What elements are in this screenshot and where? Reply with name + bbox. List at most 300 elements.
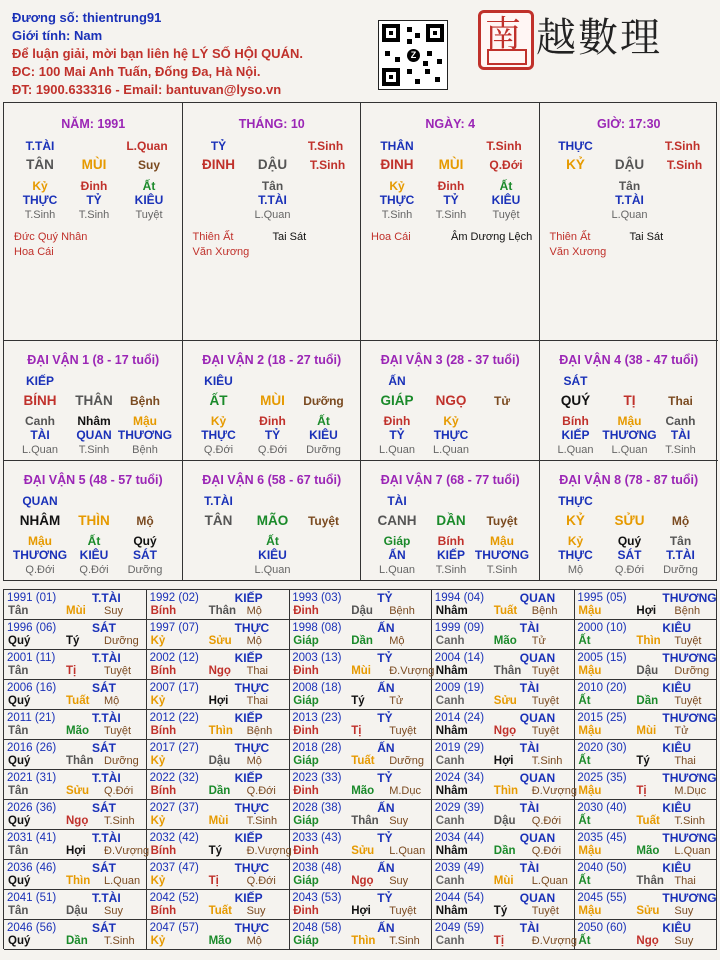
year-phase: M.Dục bbox=[389, 785, 421, 797]
year-label: 2039 (49) bbox=[434, 862, 485, 874]
dai-van-chi: MÙI bbox=[260, 393, 285, 408]
year-can: Mậu bbox=[578, 665, 602, 677]
year-can: Kỷ bbox=[150, 695, 166, 707]
year-label: 2010 (20) bbox=[577, 682, 627, 694]
year-star: ẤN bbox=[377, 681, 395, 695]
dai-van-title: ĐẠI VẬN 1 (8 - 17 tuổi) bbox=[27, 353, 160, 367]
year-chi: Mão bbox=[493, 635, 517, 647]
year-can: Quý bbox=[8, 875, 31, 887]
year-star: T.TÀI bbox=[92, 591, 121, 605]
year-can: Tân bbox=[8, 785, 29, 797]
pillar-title: NĂM: 1991 bbox=[61, 117, 126, 131]
year-can: Canh bbox=[435, 815, 465, 827]
year-cell bbox=[289, 650, 435, 680]
year-star: KIÊU bbox=[662, 801, 692, 815]
year-label: 2004 (14) bbox=[434, 652, 485, 664]
year-star: KIÊU bbox=[662, 861, 692, 875]
year-phase: Q.Đới bbox=[246, 785, 276, 797]
year-star: THƯƠNG bbox=[662, 771, 717, 785]
year-label: 2021 (31) bbox=[7, 772, 57, 784]
year-can: Bính bbox=[150, 725, 177, 737]
year-star: THƯƠNG bbox=[662, 891, 717, 905]
year-label: 1994 (04) bbox=[434, 592, 485, 604]
year-can: Giáp bbox=[293, 635, 319, 647]
dai-van-hidden-star: THỰC bbox=[433, 428, 469, 442]
dai-van-cell bbox=[4, 461, 183, 581]
hidden-phase: T.Sinh bbox=[78, 209, 110, 221]
dai-van-phase: Tuyệt bbox=[486, 514, 518, 528]
year-label: 2045 (55) bbox=[577, 892, 627, 904]
year-can: Đinh bbox=[293, 725, 319, 737]
pillar-heaven-phase: L.Quan bbox=[126, 139, 168, 153]
dai-van-phase: Mộ bbox=[671, 514, 690, 528]
year-star: TỶ bbox=[377, 711, 393, 725]
year-can: Mậu bbox=[578, 725, 602, 737]
hidden-stem: Kỷ bbox=[389, 179, 405, 193]
year-phase: Mộ bbox=[246, 935, 262, 947]
dai-van-hidden-star: THƯƠNG bbox=[602, 428, 657, 442]
year-chi: Sửu bbox=[66, 785, 90, 797]
year-label: 2019 (29) bbox=[434, 742, 485, 754]
year-cell bbox=[4, 710, 147, 740]
year-star: TÀI bbox=[519, 741, 540, 755]
pillar-title: GIỜ: 17:30 bbox=[597, 117, 661, 131]
year-star: QUAN bbox=[519, 831, 556, 845]
spirit-star: Văn Xương bbox=[192, 246, 250, 258]
header-line: Giới tính: Nam bbox=[12, 28, 103, 43]
year-chi: Tý bbox=[636, 755, 650, 767]
dai-van-hidden-stem: Mậu bbox=[28, 534, 52, 548]
pillar-heaven-star: THỰC bbox=[558, 139, 593, 153]
spirit-star: Hoa Cái bbox=[371, 231, 411, 243]
dai-van-chi: NGỌ bbox=[435, 393, 467, 408]
year-cell bbox=[289, 890, 432, 920]
year-can: Canh bbox=[435, 635, 465, 647]
year-label: 2038 (48) bbox=[292, 862, 342, 874]
dai-van-star: KIẾP bbox=[25, 374, 54, 388]
year-can: Canh bbox=[435, 755, 465, 767]
year-label: 2005 (15) bbox=[577, 652, 627, 664]
year-grid bbox=[3, 589, 717, 949]
year-can: Kỷ bbox=[150, 635, 166, 647]
year-can: Quý bbox=[8, 815, 31, 827]
year-chi: Tị bbox=[493, 935, 505, 947]
year-phase: Mộ bbox=[246, 755, 262, 767]
year-star: THỰC bbox=[234, 741, 270, 755]
dai-van-hidden-stem: Nhâm bbox=[77, 414, 111, 428]
year-star: QUAN bbox=[519, 891, 556, 905]
dai-van-hidden-phase: Dưỡng bbox=[306, 444, 341, 456]
year-chi: Hợi bbox=[66, 845, 86, 857]
hidden-phase: Tuyệt bbox=[135, 209, 163, 221]
year-can: Mậu bbox=[578, 845, 602, 857]
hidden-phase: T.Sinh bbox=[435, 209, 467, 221]
year-cell bbox=[289, 710, 432, 740]
year-label: 2000 (10) bbox=[577, 622, 627, 634]
year-phase: T.Sinh bbox=[246, 815, 278, 827]
year-phase: Đ.Vượng bbox=[389, 665, 435, 677]
year-cell bbox=[574, 740, 717, 770]
year-phase: Bệnh bbox=[389, 605, 415, 617]
year-can: Giáp bbox=[293, 755, 319, 767]
year-cell bbox=[574, 920, 717, 950]
dai-van-phase: Thai bbox=[668, 394, 693, 408]
year-phase: Tuyệt bbox=[674, 635, 702, 647]
year-chi: Tý bbox=[208, 845, 223, 857]
dai-van-hidden-star: KIÊU bbox=[79, 548, 109, 562]
year-chi: Tý bbox=[351, 695, 365, 707]
year-label: 2042 (52) bbox=[149, 892, 199, 904]
year-phase: Mộ bbox=[246, 635, 262, 647]
dai-van-cell bbox=[540, 341, 719, 461]
pillar-can: TÂN bbox=[26, 157, 54, 172]
year-cell bbox=[147, 590, 290, 620]
year-chi: Sửu bbox=[493, 695, 517, 707]
year-cell bbox=[432, 890, 575, 920]
spirit-star: Đức Quý Nhân bbox=[14, 231, 88, 243]
dai-van-star: TÀI bbox=[387, 494, 407, 508]
spirit-star: Thiên Ất bbox=[549, 231, 591, 243]
spirit-star: Tai Sát bbox=[629, 231, 664, 243]
dai-van-title: ĐẠI VẬN 6 (58 - 67 tuổi) bbox=[202, 473, 342, 487]
year-label: 2027 (37) bbox=[149, 802, 199, 814]
year-can: Nhâm bbox=[435, 665, 468, 677]
hidden-stem: Tân bbox=[261, 179, 284, 193]
year-phase: L.Quan bbox=[531, 875, 568, 887]
year-chi: Tị bbox=[351, 725, 362, 737]
year-phase: Đ.Vượng bbox=[531, 785, 577, 797]
hidden-stem: Đinh bbox=[80, 179, 108, 193]
year-can: Đinh bbox=[293, 785, 319, 797]
year-chi: Hợi bbox=[493, 755, 514, 767]
dai-van-chi: TỊ bbox=[623, 393, 636, 408]
year-label: 2009 (19) bbox=[434, 682, 485, 694]
dai-van-phase: Dưỡng bbox=[303, 394, 344, 408]
pillar-can: ĐINH bbox=[202, 157, 235, 172]
pillar-heaven-star: TỶ bbox=[210, 139, 227, 153]
year-chi: Tý bbox=[493, 905, 508, 917]
year-chi: Mùi bbox=[66, 605, 86, 617]
year-label: 2002 (12) bbox=[149, 652, 199, 664]
dai-van-hidden-star: TÀI bbox=[670, 428, 691, 442]
year-star: THỰC bbox=[234, 621, 270, 635]
pillar-chi: DẬU bbox=[257, 157, 288, 172]
year-label: 2012 (22) bbox=[149, 712, 199, 724]
year-chi: Dậu bbox=[351, 605, 373, 617]
year-star: T.TÀI bbox=[92, 831, 121, 845]
year-phase: Bệnh bbox=[674, 605, 701, 617]
year-star: T.TÀI bbox=[92, 891, 121, 905]
year-cell bbox=[4, 650, 147, 680]
year-chi: Thân bbox=[208, 605, 237, 617]
year-chi: Mùi bbox=[636, 725, 657, 737]
year-cell bbox=[289, 920, 432, 950]
dai-van-cell bbox=[183, 341, 362, 461]
dai-van-star: ẤN bbox=[388, 374, 406, 388]
year-star: THƯƠNG bbox=[662, 711, 717, 725]
year-star: THỰC bbox=[234, 861, 270, 875]
year-phase: Bệnh bbox=[531, 605, 558, 617]
pillar-cell bbox=[361, 103, 540, 341]
year-label: 2040 (50) bbox=[577, 862, 627, 874]
year-can: Giáp bbox=[293, 695, 319, 707]
dai-van-hidden-star: SÁT bbox=[617, 548, 642, 562]
year-phase: Tử bbox=[674, 725, 689, 737]
pillar-cell bbox=[540, 103, 719, 341]
dai-van-cell bbox=[4, 341, 183, 461]
year-chi: Thìn bbox=[351, 935, 376, 947]
year-phase: L.Quan bbox=[104, 875, 141, 887]
hidden-star: THỰC bbox=[379, 193, 415, 207]
year-chi: Hợi bbox=[636, 605, 657, 617]
year-can: Quý bbox=[8, 695, 31, 707]
year-star: T.TÀI bbox=[92, 771, 121, 785]
year-chi: Thìn bbox=[66, 875, 91, 887]
year-star: QUAN bbox=[519, 711, 556, 725]
year-label: 2031 (41) bbox=[7, 832, 57, 844]
dai-van-hidden-star: THỰC bbox=[201, 428, 236, 442]
year-cell bbox=[289, 770, 432, 800]
year-cell bbox=[432, 710, 575, 740]
year-label: 2035 (45) bbox=[577, 832, 627, 844]
year-star: QUAN bbox=[519, 771, 556, 785]
dai-van-hidden-phase: L.Quan bbox=[557, 444, 594, 456]
year-chi: Thân bbox=[351, 815, 379, 827]
year-phase: T.Sinh bbox=[674, 815, 705, 827]
spirit-star: Hoa Cái bbox=[14, 246, 54, 258]
dai-van-hidden-star: TỶ bbox=[264, 428, 281, 442]
year-star: ẤN bbox=[377, 861, 395, 875]
dai-van-hidden-phase: Dưỡng bbox=[663, 564, 698, 576]
seal-glyph: 南 bbox=[485, 14, 522, 55]
year-can: Kỷ bbox=[150, 815, 166, 827]
year-chi: Thìn bbox=[208, 725, 233, 737]
hidden-stem: Ất bbox=[499, 179, 513, 193]
year-star: KIẾP bbox=[234, 771, 263, 785]
dai-van-title: ĐẠI VẬN 8 (78 - 87 tuổi) bbox=[559, 473, 699, 487]
dai-van-hidden-star: THƯƠNG bbox=[117, 428, 173, 442]
year-star: KIẾP bbox=[234, 651, 263, 665]
year-can: Nhâm bbox=[435, 905, 468, 917]
year-star: KIẾP bbox=[234, 831, 263, 845]
year-chi: Dần bbox=[493, 845, 516, 857]
year-can: Quý bbox=[8, 635, 31, 647]
year-phase: Mộ bbox=[246, 605, 262, 617]
dai-van-phase: Tử bbox=[493, 394, 511, 408]
year-label: 2036 (46) bbox=[7, 862, 57, 874]
spirit-star: Tai Sát bbox=[272, 231, 307, 243]
year-phase: Suy bbox=[389, 815, 409, 827]
year-star: KIÊU bbox=[662, 621, 692, 635]
year-phase: Bệnh bbox=[246, 725, 273, 737]
year-star: THƯƠNG bbox=[662, 651, 717, 665]
year-star: TỶ bbox=[377, 651, 393, 665]
year-phase: Tuyệt bbox=[104, 725, 132, 737]
year-chi: Dần bbox=[636, 695, 659, 707]
year-phase: T.Sinh bbox=[104, 815, 135, 827]
seal-frame bbox=[487, 49, 527, 65]
year-can: Nhâm bbox=[435, 845, 468, 857]
year-chi: Mùi bbox=[493, 875, 514, 887]
year-phase: Dưỡng bbox=[674, 665, 710, 677]
year-cell bbox=[147, 860, 290, 890]
dai-van-cell bbox=[183, 461, 362, 581]
year-chi: Dần bbox=[66, 935, 88, 947]
year-label: 1995 (05) bbox=[577, 592, 627, 604]
year-chi: Dần bbox=[351, 635, 373, 647]
year-phase: T.Sinh bbox=[389, 935, 420, 947]
year-cell bbox=[289, 830, 432, 860]
year-label: 2050 (60) bbox=[577, 922, 627, 934]
year-label: 1993 (03) bbox=[292, 592, 342, 604]
year-phase: Đ.Vượng bbox=[246, 845, 292, 857]
year-phase: Tuyệt bbox=[531, 905, 559, 917]
year-phase: Dưỡng bbox=[104, 755, 139, 767]
pillar-can: KỶ bbox=[566, 157, 585, 172]
dai-van-hidden-stem: Đinh bbox=[383, 414, 411, 428]
year-phase: Q.Đới bbox=[104, 785, 134, 797]
year-star: SÁT bbox=[92, 681, 116, 695]
year-can: Canh bbox=[435, 875, 465, 887]
year-cell bbox=[147, 830, 290, 860]
pillar-earth-phase: T.Sinh bbox=[309, 158, 346, 172]
year-cell bbox=[4, 920, 147, 950]
year-chi: Ngọ bbox=[636, 935, 659, 947]
year-cell bbox=[147, 920, 290, 950]
year-label: 2016 (26) bbox=[7, 742, 57, 754]
year-label: 2018 (28) bbox=[292, 742, 342, 754]
dai-van-can: ẤT bbox=[209, 393, 228, 408]
year-label: 2028 (38) bbox=[292, 802, 342, 814]
year-can: Mậu bbox=[578, 605, 602, 617]
pillar-cell bbox=[183, 103, 362, 341]
year-star: TÀI bbox=[519, 801, 540, 815]
hidden-star: TỶ bbox=[86, 193, 102, 207]
year-can: Đinh bbox=[293, 665, 319, 677]
year-phase: Tuyệt bbox=[104, 665, 132, 677]
year-star: TÀI bbox=[519, 861, 540, 875]
year-label: 2037 (47) bbox=[149, 862, 199, 874]
year-label: 2015 (25) bbox=[577, 712, 627, 724]
year-cell bbox=[574, 590, 717, 620]
pillar-chi: MÙI bbox=[438, 157, 464, 172]
year-can: Giáp bbox=[293, 875, 319, 887]
year-cell bbox=[289, 740, 432, 770]
year-chi: Dậu bbox=[66, 905, 88, 917]
year-star: QUAN bbox=[519, 591, 556, 605]
year-chi: Tuất bbox=[208, 905, 233, 917]
year-chi: Ngọ bbox=[208, 665, 231, 677]
year-can: Đinh bbox=[293, 605, 319, 617]
year-chi: Sửu bbox=[208, 635, 232, 647]
pillar-heaven-phase: T.Sinh bbox=[486, 139, 522, 153]
year-label: 1998 (08) bbox=[292, 622, 342, 634]
year-phase: Tuyệt bbox=[531, 665, 559, 677]
year-phase: Đ.Vượng bbox=[531, 935, 577, 947]
year-star: SÁT bbox=[92, 741, 116, 755]
year-cell bbox=[4, 740, 147, 770]
year-chi: Tị bbox=[636, 785, 647, 797]
year-cell bbox=[289, 590, 432, 620]
dai-van-hidden-phase: L.Quan bbox=[254, 564, 291, 576]
dai-van-hidden-stem: Giáp bbox=[383, 534, 411, 548]
year-phase: Q.Đới bbox=[531, 845, 562, 857]
year-label: 2023 (33) bbox=[292, 772, 342, 784]
year-phase: Đ.Vượng bbox=[104, 845, 150, 857]
year-can: Đinh bbox=[293, 905, 319, 917]
year-label: 2025 (35) bbox=[577, 772, 627, 784]
year-star: TÀI bbox=[519, 621, 540, 635]
year-chi: Tị bbox=[66, 665, 77, 677]
dai-van-hidden-star: KIẾP bbox=[561, 428, 590, 442]
year-chi: Thìn bbox=[493, 785, 519, 797]
year-phase: Suy bbox=[389, 875, 409, 887]
year-label: 2033 (43) bbox=[292, 832, 342, 844]
year-phase: Suy bbox=[674, 935, 694, 947]
year-phase: Thai bbox=[246, 695, 268, 707]
year-can: Quý bbox=[8, 935, 31, 947]
year-phase: Tuyệt bbox=[531, 695, 559, 707]
year-can: Tân bbox=[8, 665, 29, 677]
year-phase: Mộ bbox=[104, 695, 120, 707]
year-can: Đinh bbox=[293, 845, 319, 857]
year-star: KIÊU bbox=[662, 741, 692, 755]
year-cell bbox=[147, 800, 290, 830]
dai-van-hidden-star: TÀI bbox=[30, 428, 50, 442]
year-star: T.TÀI bbox=[92, 711, 121, 725]
year-label: 2032 (42) bbox=[149, 832, 199, 844]
year-chi: Tý bbox=[66, 635, 80, 647]
year-can: Quý bbox=[8, 755, 31, 767]
year-can: Bính bbox=[150, 605, 177, 617]
hidden-phase: T.Sinh bbox=[381, 209, 413, 221]
pillar-heaven-phase: T.Sinh bbox=[307, 139, 344, 153]
dai-van-hidden-star: ẤN bbox=[388, 548, 406, 562]
year-phase: Tuyệt bbox=[389, 725, 417, 737]
year-cell bbox=[147, 740, 290, 770]
dai-van-hidden-star: KIẾP bbox=[436, 548, 465, 562]
dai-van-title: ĐẠI VẬN 4 (38 - 47 tuổi) bbox=[559, 353, 699, 367]
year-phase: Thai bbox=[674, 875, 696, 887]
year-can: Bính bbox=[150, 845, 177, 857]
year-star: KIẾP bbox=[234, 891, 263, 905]
year-star: QUAN bbox=[519, 651, 556, 665]
year-can: Bính bbox=[150, 665, 177, 677]
year-label: 1996 (06) bbox=[7, 622, 57, 634]
dai-van-hidden-stem: Bính bbox=[437, 534, 465, 548]
hidden-star: T.TÀI bbox=[258, 193, 287, 207]
dai-van-hidden-phase: L.Quan bbox=[378, 444, 416, 456]
pillar-can: ĐINH bbox=[380, 157, 414, 172]
hidden-phase: T.Sinh bbox=[24, 209, 56, 221]
hidden-star: T.TÀI bbox=[615, 193, 644, 207]
year-cell bbox=[432, 740, 575, 770]
year-phase: L.Quan bbox=[389, 845, 426, 857]
year-phase: Suy bbox=[104, 605, 123, 617]
year-star: SÁT bbox=[92, 801, 116, 815]
dai-van-hidden-stem: Mậu bbox=[617, 414, 642, 428]
year-phase: Tử bbox=[531, 635, 546, 647]
year-label: 2013 (23) bbox=[292, 712, 342, 724]
year-star: T.TÀI bbox=[92, 651, 121, 665]
year-can: Kỷ bbox=[150, 755, 166, 767]
pillar-title: NGÀY: 4 bbox=[425, 117, 476, 131]
dai-van-hidden-phase: T.Sinh bbox=[435, 564, 467, 576]
spirit-star: Âm Dương Lệch bbox=[451, 231, 533, 243]
year-chi: Dậu bbox=[493, 815, 516, 827]
dai-van-can: TÂN bbox=[204, 513, 233, 528]
dai-van-hidden-phase: T.Sinh bbox=[665, 444, 696, 456]
